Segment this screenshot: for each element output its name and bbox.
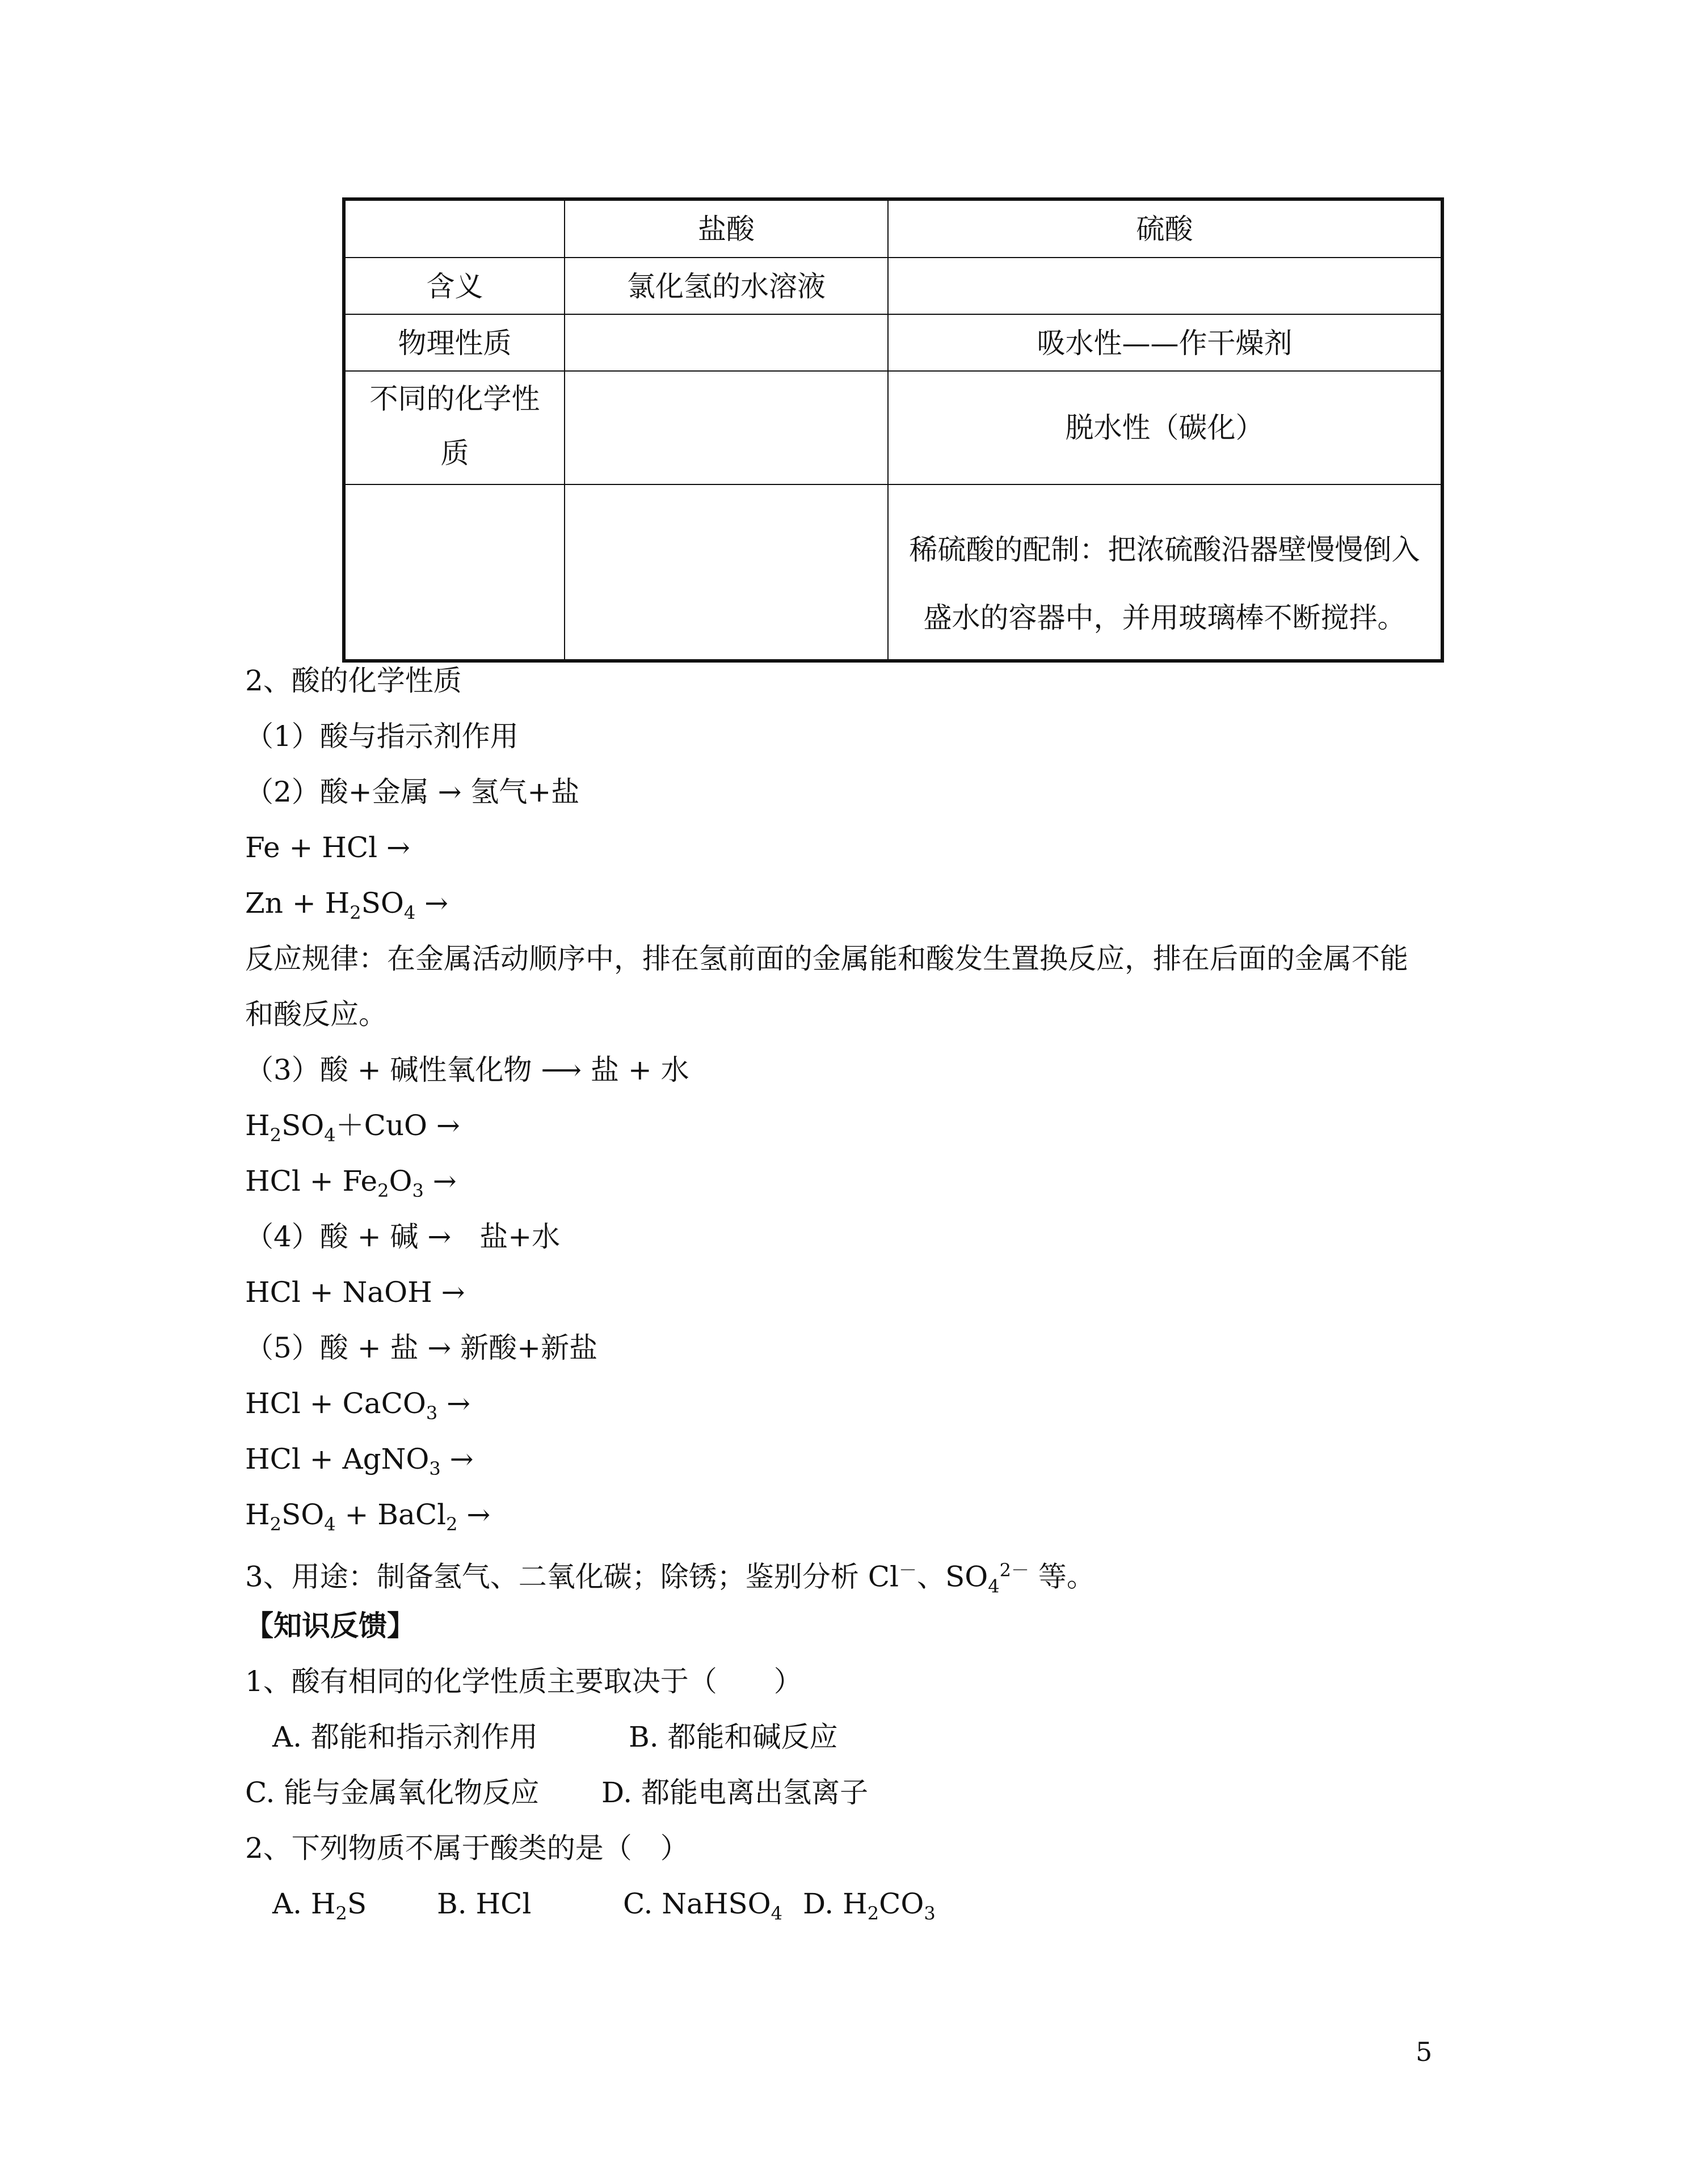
row-label-empty [346, 485, 564, 661]
cell-h2so4-dilution [889, 516, 1441, 652]
eq-zn-h2so4: $Zn + H_2SO_4$ → [245, 887, 448, 924]
reaction-rule-line2: 和酸反应。 [245, 998, 387, 1031]
acid-salt-line: （5）酸 + 盐 → 新酸+新盐 [245, 1331, 598, 1364]
q1-option-c: C. 能与金属氧化物反应 [245, 1776, 540, 1809]
eq-hcl-caco3: HCl + CaCO$_3$ → [245, 1387, 471, 1424]
row-label-chemical [346, 372, 564, 484]
cell-h2so4-chemical: 脱水性（碳化） [1065, 411, 1264, 444]
row-label-meaning: 含义 [426, 270, 483, 303]
question-2: 2、下列物质不属于酸类的是（ ） [245, 1832, 689, 1865]
cell-hcl-physical [565, 315, 887, 370]
q1-option-a: A. 都能和指示剂作用 [272, 1721, 538, 1753]
cell-hcl-chemical [565, 372, 887, 484]
uses-line: 3、用途：制备氢气、二氧化碳；除锈；鉴别分析 Cl－、$SO_4^{2-}$ 等。 [245, 1559, 1095, 1597]
table-header-h2so4: 硫酸 [1136, 213, 1193, 246]
acid-comparison-table [342, 197, 1444, 663]
indicator-line: （1）酸与指示剂作用 [245, 720, 519, 753]
q2-option-d: D. $H_2CO_3$ [803, 1887, 936, 1924]
q1-option-d: D. 都能电离出氢离子 [601, 1776, 869, 1809]
table-header-empty [346, 201, 564, 257]
q2-option-a: A. $H_2S$ [272, 1887, 367, 1924]
cell-hcl-meaning: 氯化氢的水溶液 [627, 270, 826, 303]
cell-hcl-empty [565, 485, 887, 661]
q2-option-b: B. HCl [437, 1887, 532, 1920]
page-number: 5 [1416, 2037, 1433, 2067]
question-1: 1、酸有相同的化学性质主要取决于（ ） [245, 1665, 802, 1698]
eq-fe-hcl: Fe + HCl → [245, 831, 410, 864]
section2-title: 2、酸的化学性质 [245, 664, 462, 697]
reaction-rule-line1: 反应规律：在金属活动顺序中，排在氢前面的金属能和酸发生置换反应，排在后面的金属不能 [245, 942, 1408, 975]
cell-h2so4-physical: 吸水性——作干燥剂 [1037, 327, 1293, 360]
row-label-chemical-line2: 质 [440, 437, 469, 470]
eq-hcl-fe2o3: HCl + $Fe_2O_3$ → [245, 1165, 457, 1201]
acid-metal-line: （2）酸+金属 → 氢气+盐 [245, 775, 580, 808]
eq-hcl-agno3: HCl + AgNO$_3$ → [245, 1443, 474, 1479]
eq-h2so4-bacl2: $H_2SO_4$ + BaCl$_2$ → [245, 1498, 491, 1535]
dilution-line1: 稀硫酸的配制：把浓硫酸沿器壁慢慢倒入 [909, 533, 1420, 566]
cell-h2so4-meaning [889, 258, 1441, 314]
row-label-chemical-line1: 不同的化学性 [369, 382, 540, 415]
row-label-physical: 物理性质 [398, 327, 512, 360]
table-header-hcl: 盐酸 [698, 213, 755, 246]
q2-option-c: C. NaHSO$_4$ [623, 1887, 783, 1924]
eq-hcl-naoh: HCl + NaOH → [245, 1276, 465, 1309]
q1-option-b: B. 都能和碱反应 [629, 1721, 838, 1753]
acid-base-line: （4）酸 + 碱 → 盐+水 [245, 1220, 561, 1253]
dilution-line2: 盛水的容器中，并用玻璃棒不断搅拌。 [923, 601, 1406, 634]
eq-h2so4-cuo: $H_2SO_4+CuO$ → [245, 1109, 460, 1146]
feedback-title: 【知识反馈】 [245, 1609, 415, 1642]
acid-basic-oxide-line: （3）酸 + 碱性氧化物 ⟶ 盐 + 水 [245, 1053, 689, 1086]
